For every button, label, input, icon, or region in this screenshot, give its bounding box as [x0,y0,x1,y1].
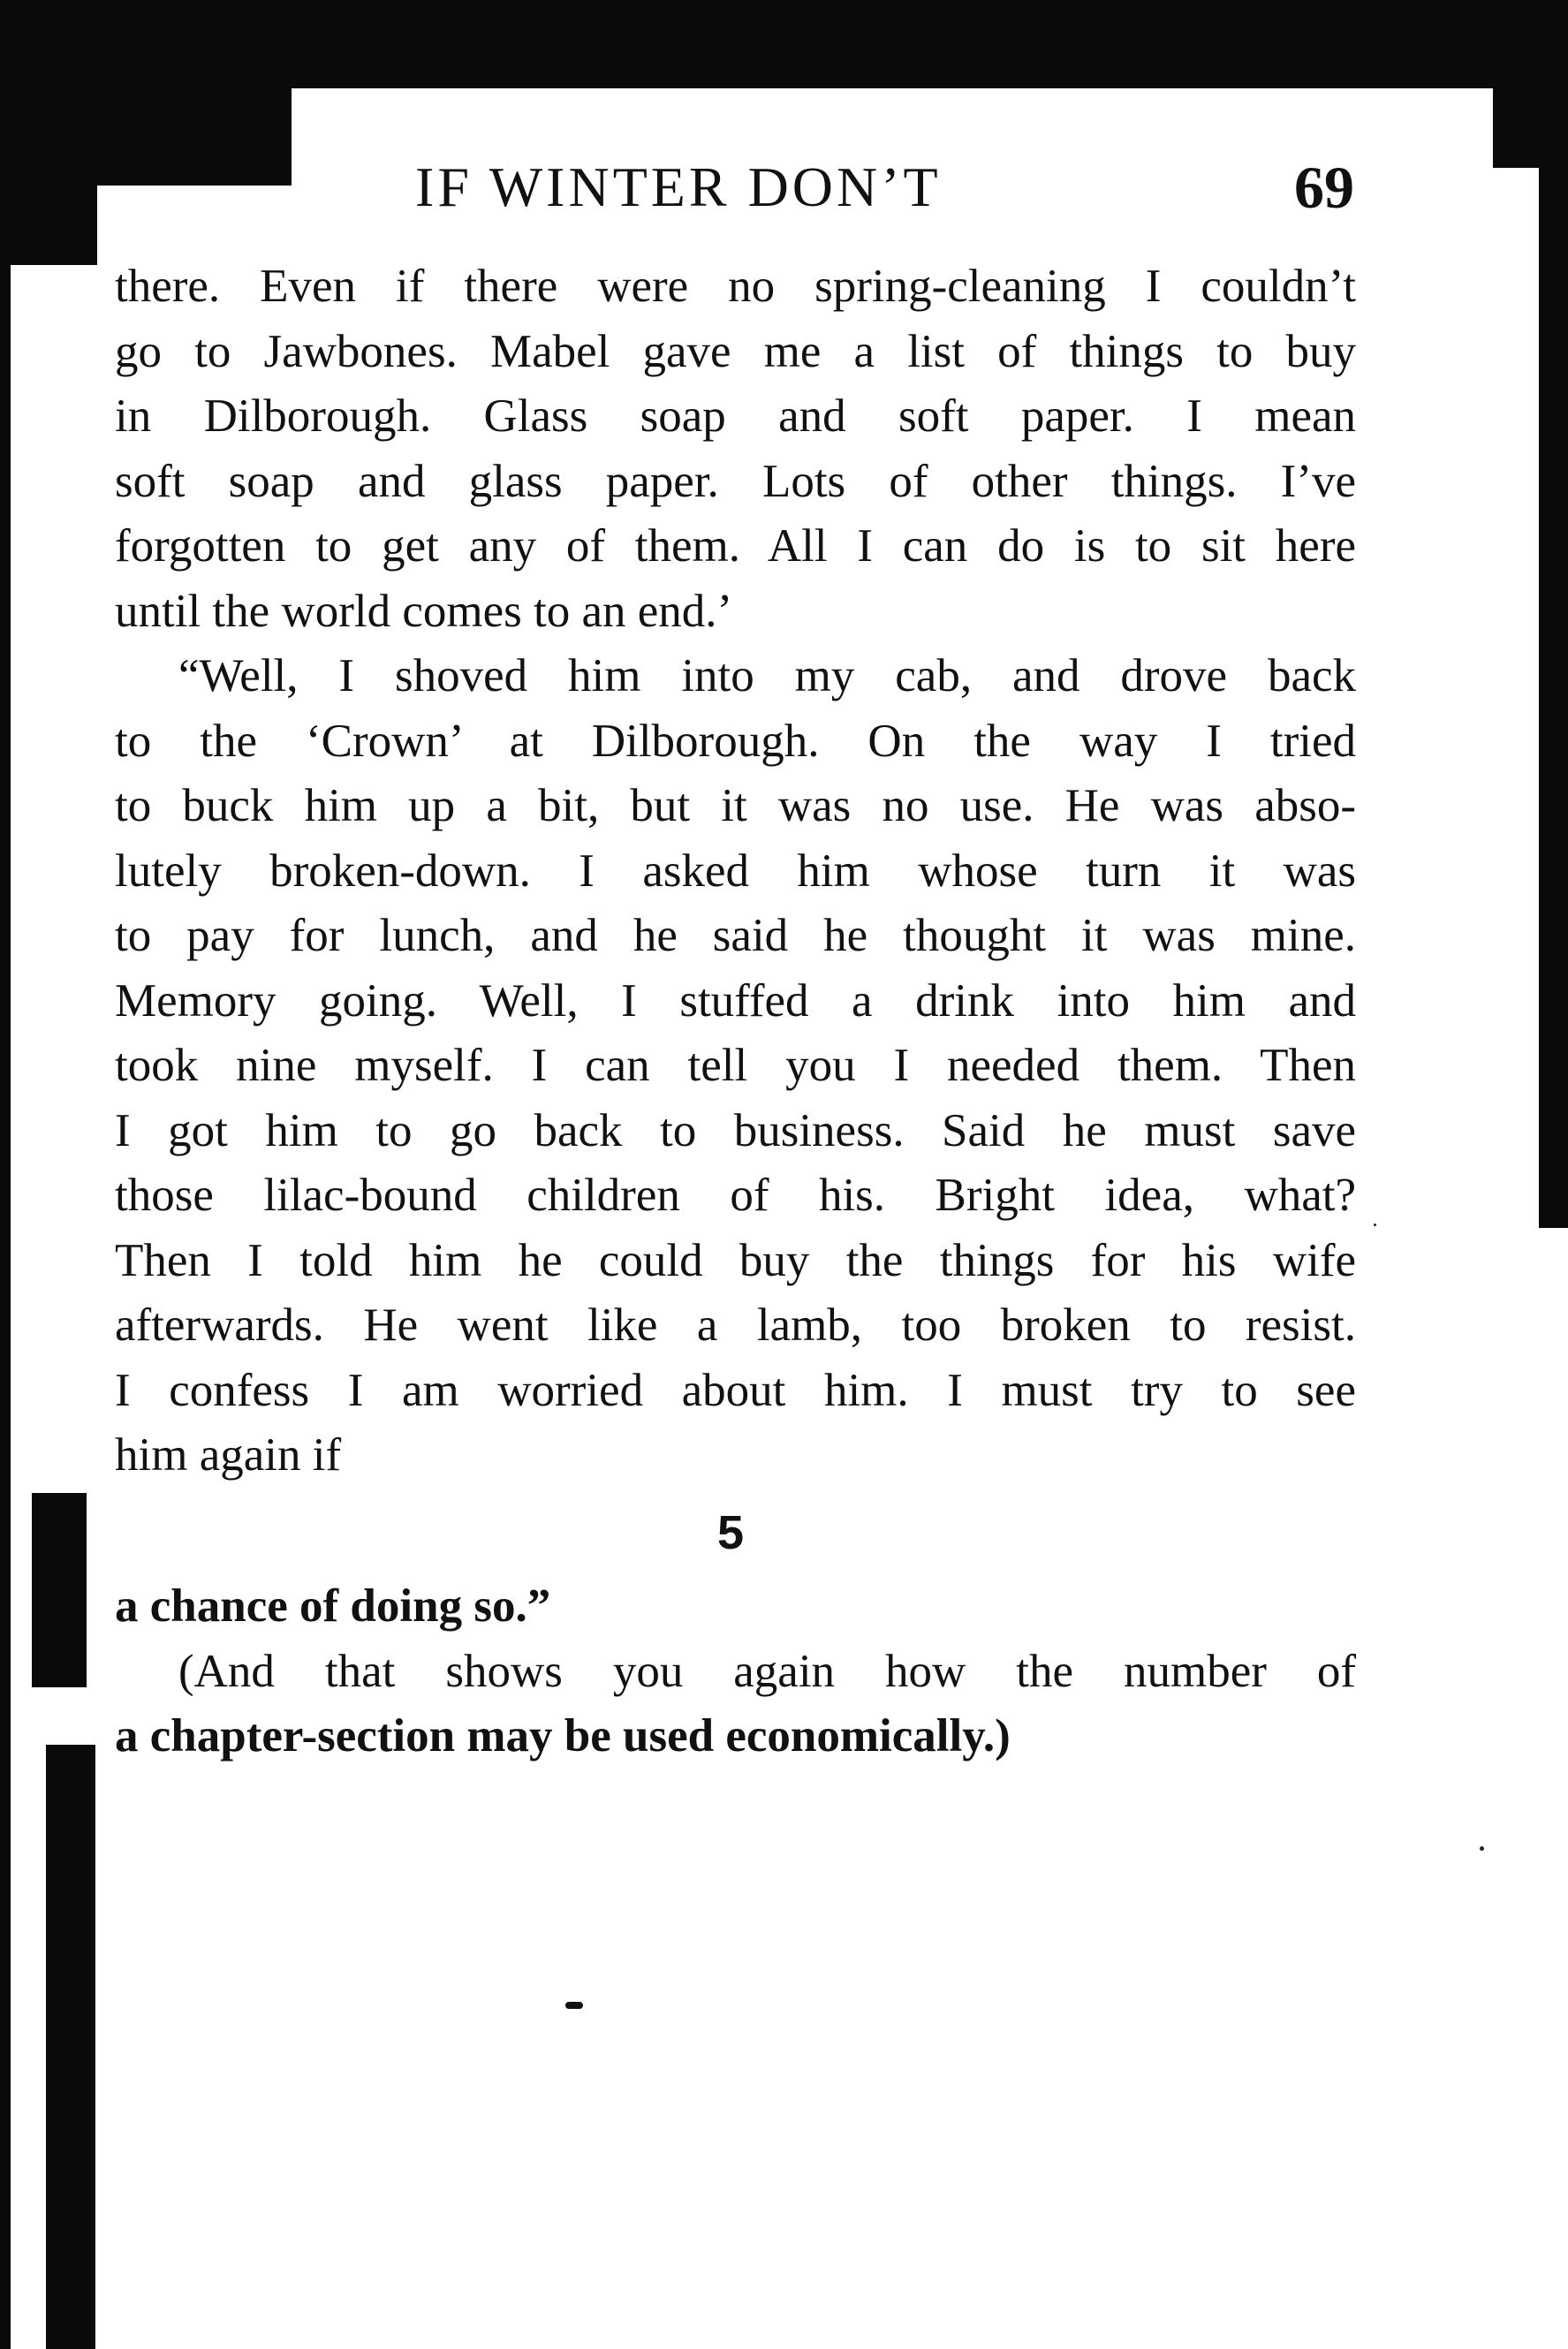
text-line: Memory going. Well, I stuffed a drink into him and [115,974,1356,1027]
scan-border-right [1539,88,1568,1228]
section-number: 5 [717,1506,745,1559]
text-line: to pay for lunch, and he said he thought it was mine. [115,910,1356,961]
text-line: those lilac-bound children of his. Bright idea, what? [115,1170,1356,1221]
text-line: there. Even if there were no spring-cleaning I couldn’t [115,261,1356,312]
text-line: soft soap and glass paper. Lots of other things. I’ve [115,455,1356,507]
paragraph-2 [115,644,1356,1489]
text-line: (And that shows you again how the number of [178,1645,1356,1697]
page-number: 69 [1294,154,1354,221]
scan-shadow-left-bottom [46,1745,95,2349]
body-text [115,254,1356,1489]
text-line: until the world comes to an end.’ [115,585,733,637]
text-line: a chapter-section may be used economically.) [115,1710,1011,1762]
text-line: afterwards. He went like a lamb, too broken to resist. [115,1300,1356,1351]
scan-border-left [0,0,11,2349]
text-line: to the ‘Crown’ at Dilborough. On the way I tried [115,715,1356,767]
text-line: I got him to go back to business. Said he must save [115,1104,1356,1156]
text-line: a chance of doing so.” [115,1580,551,1632]
text-line: him again if [115,1429,342,1481]
ink-smudge [565,2002,583,2009]
text-line: “Well, I shoved him into my cab, and drove back [178,650,1356,701]
scan-shadow-left-mid [32,1493,87,1687]
text-line: in Dilborough. Glass soap and soft paper. I mean [115,390,1356,442]
text-line: go to Jawbones. Mabel gave me a list of things to buy [115,325,1356,377]
text-line: took nine myself. I can tell you I needed them. Then [115,1040,1356,1091]
running-title: IF WINTER DON’T [415,155,942,218]
text-line: forgotten to get any of them. All I can do is to sit here [115,520,1356,572]
text-line: I confess I am worried about him. I must try to see [115,1364,1356,1416]
ending-text [115,1574,1356,1769]
scan-border-top [0,0,1568,88]
paragraph-1 [115,254,1356,644]
ink-speck [1480,1846,1484,1851]
text-line: Then I told him he could buy the things for his wife [115,1234,1356,1286]
text-line: to buck him up a bit, but it was no use. He was abso- [115,780,1356,831]
scan-shadow-top-left-2 [97,88,292,186]
ink-speck [1374,1224,1376,1226]
scan-shadow-top-left [0,88,97,265]
text-line: lutely broken-down. I asked him whose turn it was [115,845,1356,897]
